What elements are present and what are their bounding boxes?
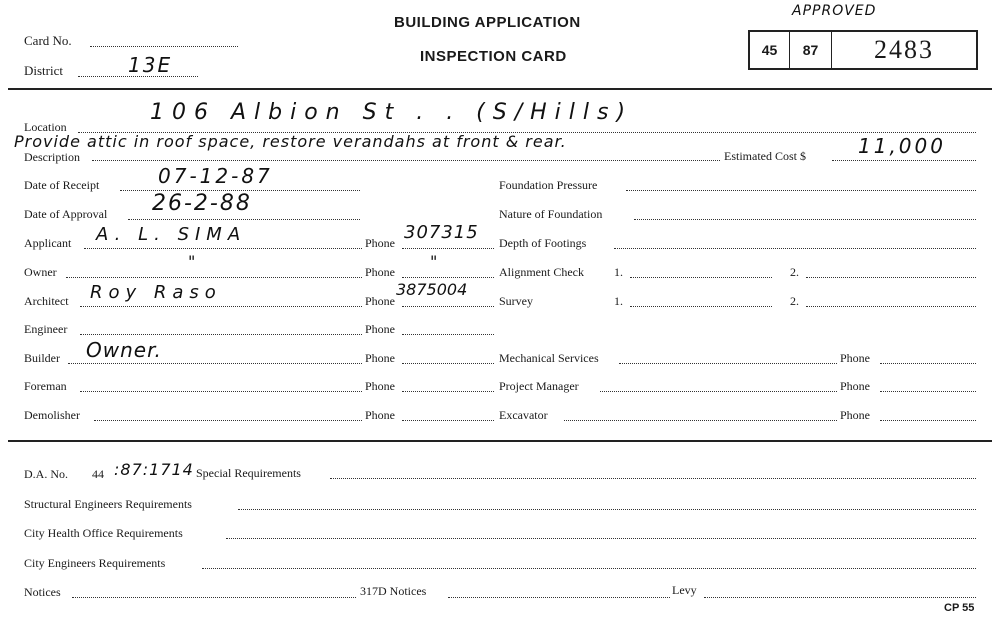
estimated-cost-label: Estimated Cost $	[724, 149, 806, 163]
survey-2-label: 2.	[790, 294, 799, 308]
builder-phone-field[interactable]	[402, 363, 494, 364]
architect-phone-field[interactable]	[402, 306, 494, 307]
mechanical-services-phone-label: Phone	[840, 351, 870, 365]
da-no-value: :87:1714	[114, 460, 194, 479]
card-no-field[interactable]	[90, 46, 238, 47]
foundation-pressure-label: Foundation Pressure	[499, 178, 598, 192]
foreman-label: Foreman	[24, 379, 67, 393]
date-of-approval-value: 26-2-88	[152, 191, 252, 216]
owner-phone-field[interactable]	[402, 277, 494, 278]
estimated-cost-field[interactable]	[832, 160, 976, 161]
notices-field[interactable]	[72, 597, 356, 598]
survey-2-field[interactable]	[806, 306, 976, 307]
mechanical-services-field[interactable]	[619, 363, 837, 364]
date-of-approval-label: Date of Approval	[24, 207, 108, 221]
mechanical-services-label: Mechanical Services	[499, 351, 599, 365]
da-no-prefix: 44	[92, 467, 104, 481]
project-manager-phone-label: Phone	[840, 379, 870, 393]
demolisher-phone-field[interactable]	[402, 420, 494, 421]
survey-1-label: 1.	[614, 294, 623, 308]
architect-label: Architect	[24, 294, 69, 308]
location-value: 106 Albion St . . (S/Hills)	[150, 100, 634, 125]
foreman-field[interactable]	[80, 391, 362, 392]
alignment-check-1-field[interactable]	[630, 277, 772, 278]
foundation-pressure-field[interactable]	[626, 190, 976, 191]
owner-value: "	[188, 252, 198, 271]
owner-phone-value: "	[430, 252, 440, 271]
depth-of-footings-field[interactable]	[614, 248, 976, 249]
levy-field[interactable]	[704, 597, 976, 598]
applicant-field[interactable]	[84, 248, 362, 249]
survey-label: Survey	[499, 294, 533, 308]
district-label: District	[24, 63, 63, 78]
alignment-check-2-field[interactable]	[806, 277, 976, 278]
engineer-phone-field[interactable]	[402, 334, 494, 335]
applicant-phone-value: 307315	[404, 222, 479, 243]
mechanical-services-phone-field[interactable]	[880, 363, 976, 364]
description-label: Description	[24, 150, 80, 164]
survey-1-field[interactable]	[630, 306, 772, 307]
nature-of-foundation-field[interactable]	[634, 219, 976, 220]
engineer-field[interactable]	[80, 334, 362, 335]
applicant-phone-label: Phone	[365, 236, 395, 250]
project-manager-label: Project Manager	[499, 379, 579, 393]
city-engineers-field[interactable]	[202, 568, 976, 569]
card-box-year: 87	[790, 32, 832, 68]
alignment-check-label: Alignment Check	[499, 265, 584, 279]
form-code: CP 55	[944, 602, 975, 614]
owner-phone-label: Phone	[365, 265, 395, 279]
city-health-field[interactable]	[226, 538, 976, 539]
engineer-label: Engineer	[24, 322, 68, 336]
notices-317d-label: 317D Notices	[360, 584, 427, 598]
excavator-field[interactable]	[564, 420, 837, 421]
mid-divider	[8, 440, 992, 442]
alignment-check-1-label: 1.	[614, 265, 623, 279]
form-title-line1: BUILDING APPLICATION	[394, 14, 581, 31]
architect-field[interactable]	[80, 306, 362, 307]
special-requirements-field[interactable]	[330, 478, 976, 479]
engineer-phone-label: Phone	[365, 322, 395, 336]
date-of-approval-field[interactable]	[128, 219, 360, 220]
date-of-receipt-value: 07-12-87	[158, 164, 273, 188]
form-title-line2: INSPECTION CARD	[420, 48, 567, 65]
applicant-value: A. L. SIMA	[96, 224, 247, 245]
excavator-label: Excavator	[499, 408, 548, 422]
demolisher-field[interactable]	[94, 420, 362, 421]
depth-of-footings-label: Depth of Footings	[499, 236, 587, 250]
da-no-label: D.A. No.	[24, 467, 68, 481]
levy-label: Levy	[672, 583, 697, 597]
description-value: Provide attic in roof space, restore verandahs at front & rear.	[14, 132, 567, 151]
architect-phone-value: 3875004	[396, 280, 468, 299]
estimated-cost-value: 11,000	[858, 134, 946, 158]
excavator-phone-field[interactable]	[880, 420, 976, 421]
architect-value: Roy Raso	[90, 282, 222, 303]
project-manager-phone-field[interactable]	[880, 391, 976, 392]
excavator-phone-label: Phone	[840, 408, 870, 422]
owner-label: Owner	[24, 265, 57, 279]
header-divider	[8, 88, 992, 90]
structural-engineers-label: Structural Engineers Requirements	[24, 497, 192, 511]
demolisher-label: Demolisher	[24, 408, 80, 422]
builder-label: Builder	[24, 351, 60, 365]
notices-label: Notices	[24, 585, 61, 599]
structural-engineers-field[interactable]	[238, 509, 976, 510]
owner-field[interactable]	[66, 277, 362, 278]
architect-phone-label: Phone	[365, 294, 395, 308]
district-value: 13E	[128, 53, 173, 77]
applicant-label: Applicant	[24, 236, 72, 250]
alignment-check-2-label: 2.	[790, 265, 799, 279]
card-box-prefix: 45	[750, 32, 790, 68]
foreman-phone-label: Phone	[365, 379, 395, 393]
card-number-box	[748, 30, 978, 70]
builder-value: Owner.	[86, 338, 162, 362]
approved-stamp: APPROVED	[792, 3, 877, 19]
applicant-phone-field[interactable]	[402, 248, 494, 249]
builder-field[interactable]	[68, 363, 362, 364]
foreman-phone-field[interactable]	[402, 391, 494, 392]
description-field[interactable]	[92, 160, 720, 161]
location-label: Location	[24, 120, 67, 134]
card-no-label: Card No.	[24, 33, 72, 48]
date-of-receipt-label: Date of Receipt	[24, 178, 100, 192]
project-manager-field[interactable]	[600, 391, 837, 392]
builder-phone-label: Phone	[365, 351, 395, 365]
notices-317d-field[interactable]	[448, 597, 670, 598]
city-health-label: City Health Office Requirements	[24, 526, 183, 540]
city-engineers-label: City Engineers Requirements	[24, 556, 166, 570]
nature-of-foundation-label: Nature of Foundation	[499, 207, 603, 221]
card-box-number: 2483	[874, 35, 934, 64]
demolisher-phone-label: Phone	[365, 408, 395, 422]
special-requirements-label: Special Requirements	[196, 466, 301, 480]
